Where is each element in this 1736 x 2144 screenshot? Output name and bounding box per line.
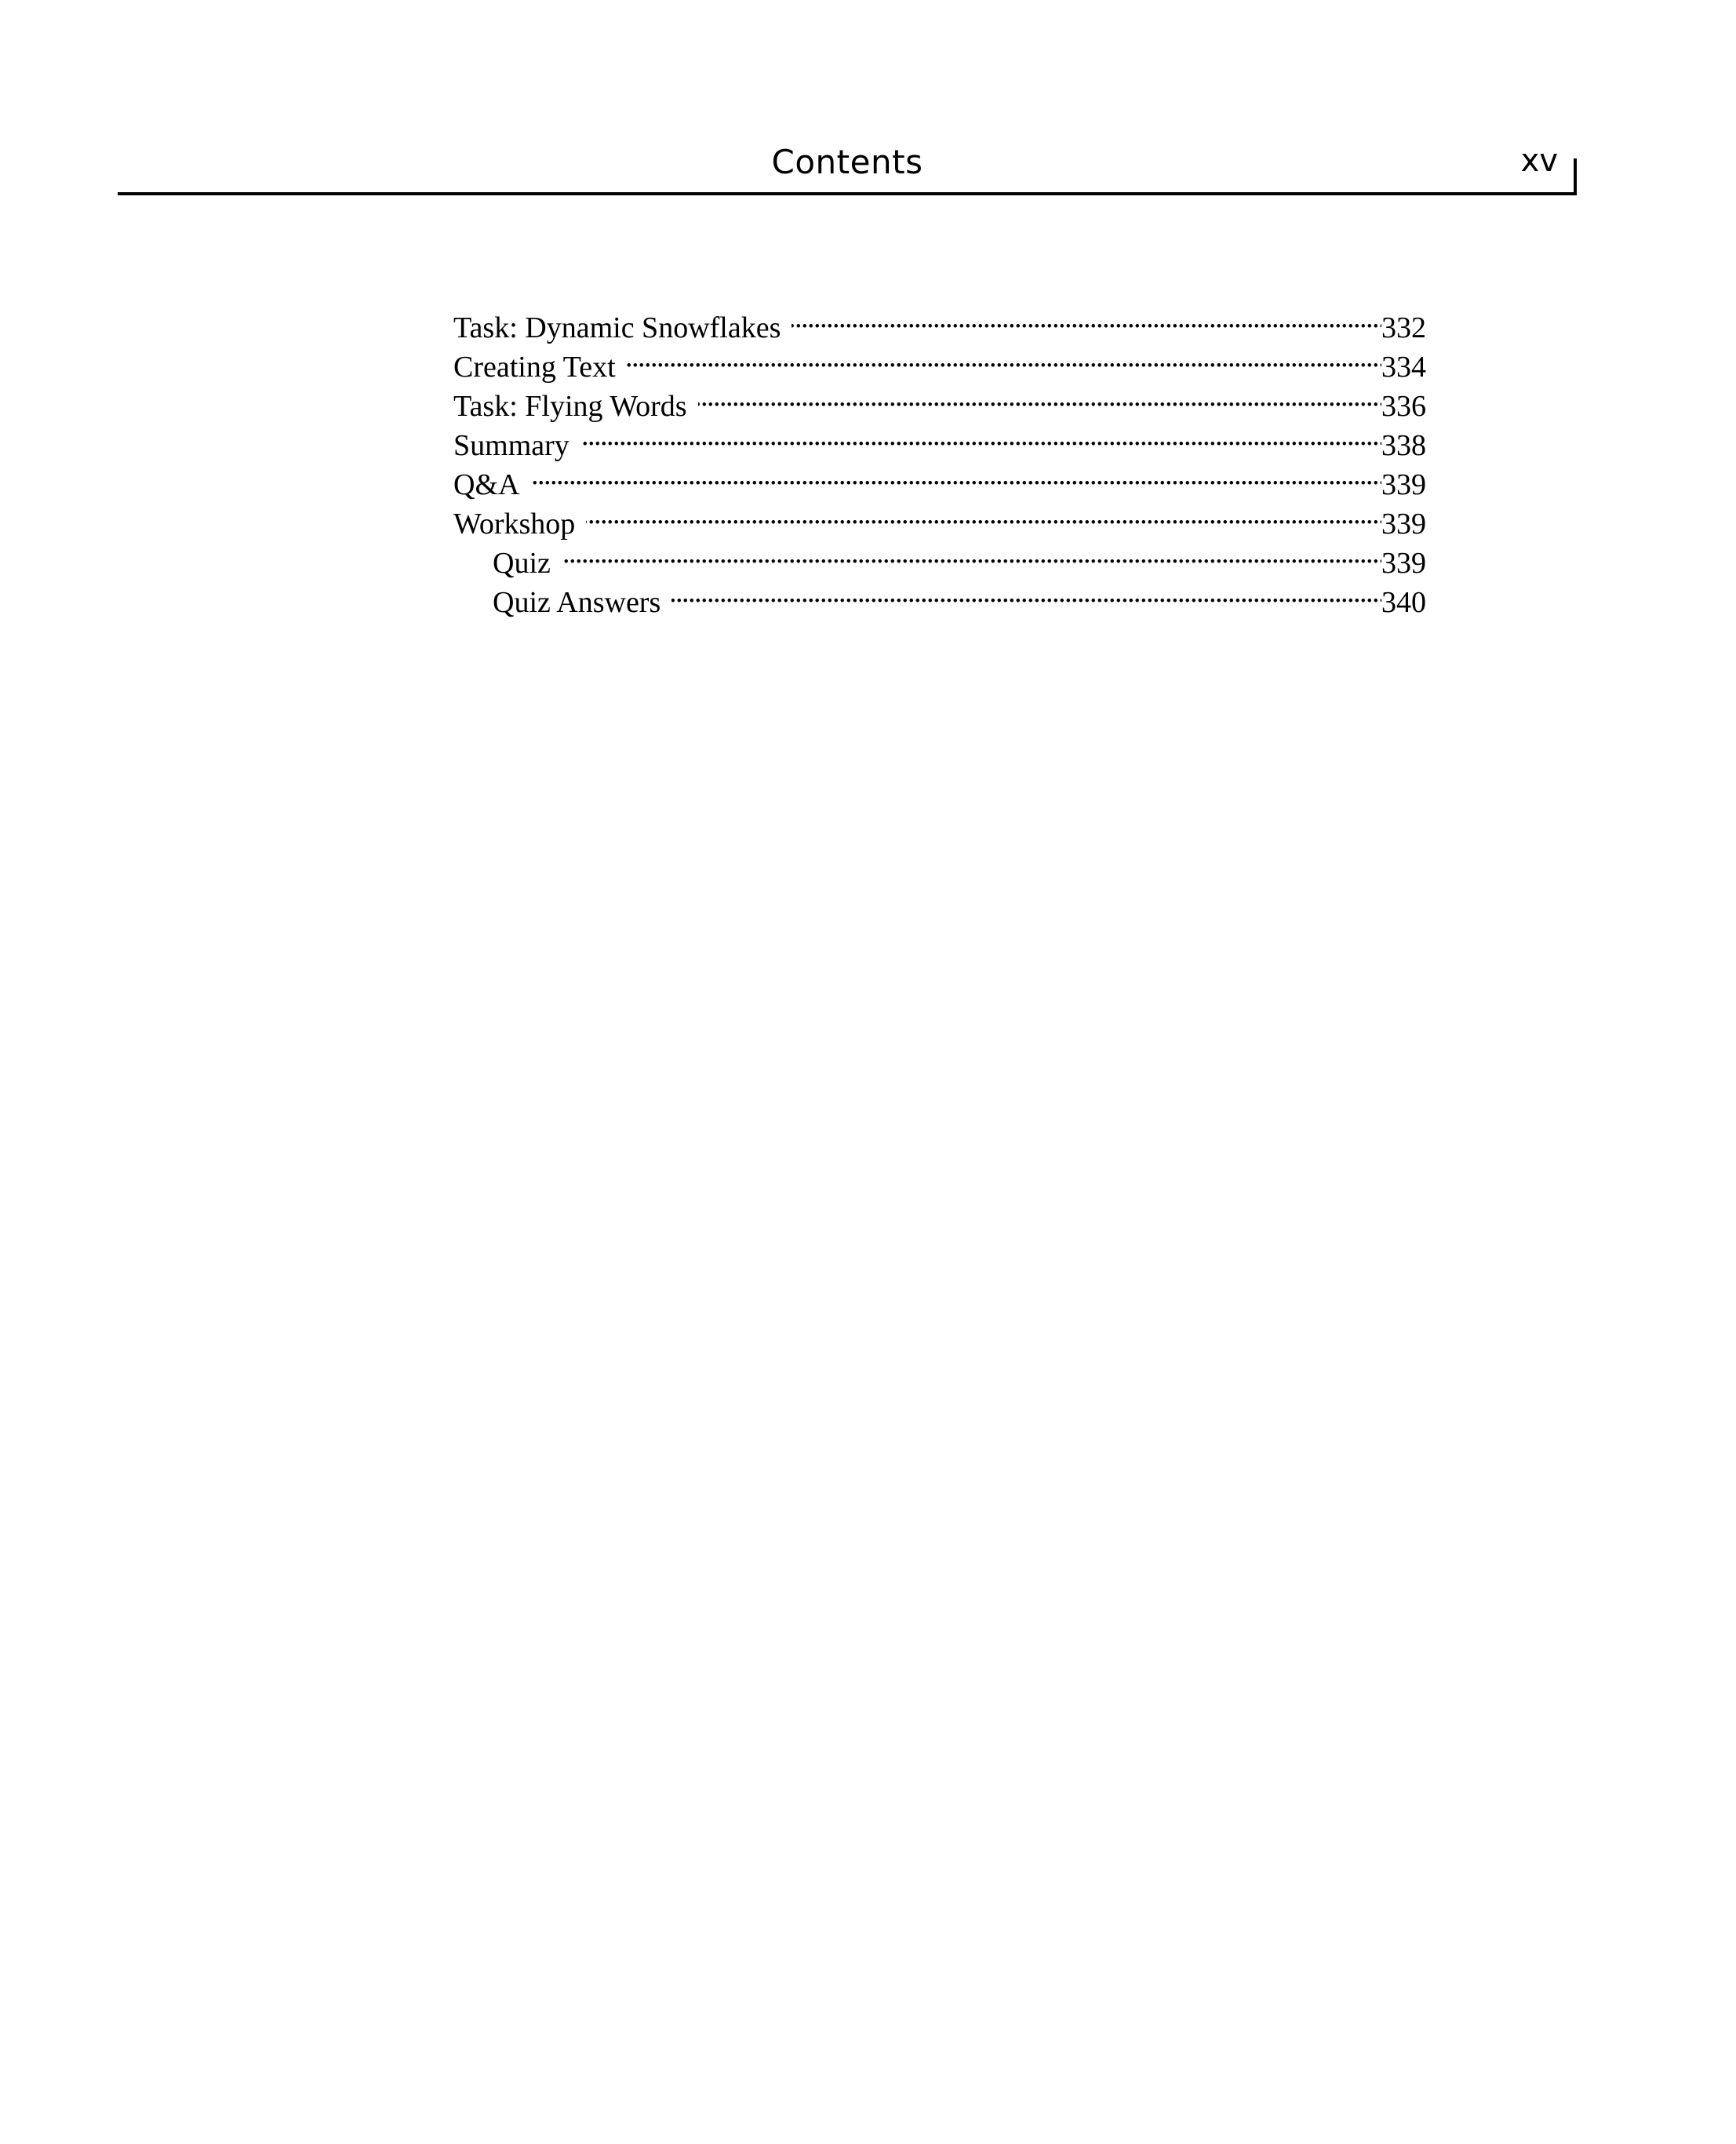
toc-entry[interactable]: [453, 416, 1426, 462]
running-head: [118, 133, 1577, 196]
toc-entry-label: Quiz: [493, 547, 551, 580]
toc-subentry[interactable]: [453, 533, 1426, 580]
toc-subentry[interactable]: [453, 573, 1426, 619]
header-corner-tick: [1574, 158, 1577, 195]
header-rule: [118, 192, 1577, 195]
toc-entry-page: 332: [1381, 311, 1426, 344]
toc-entry-page: 339: [1381, 468, 1426, 501]
table-of-contents: [453, 298, 1426, 619]
toc-entry-page: 340: [1381, 586, 1426, 619]
toc-entry-label: Summary: [453, 429, 570, 462]
dot-leader: [530, 455, 1381, 494]
dot-leader: [792, 298, 1381, 337]
toc-entry-label: Q&A: [453, 468, 520, 501]
dot-leader: [580, 416, 1381, 455]
running-head-page-number: xv: [1520, 143, 1558, 179]
toc-entry-page: 334: [1381, 351, 1426, 384]
toc-entry-label: Workshop: [453, 508, 576, 541]
dot-leader: [562, 533, 1381, 573]
dot-leader: [671, 573, 1381, 612]
toc-entry-page: 339: [1381, 508, 1426, 541]
dot-leader: [698, 377, 1381, 416]
toc-entry-label: Task: Flying Words: [453, 390, 687, 423]
running-head-title: Contents: [771, 143, 923, 181]
toc-entry[interactable]: [453, 298, 1426, 344]
toc-entry-label: Quiz Answers: [493, 586, 661, 619]
toc-entry-label: Creating Text: [453, 351, 616, 384]
toc-entry[interactable]: [453, 455, 1426, 501]
dot-leader: [627, 337, 1381, 377]
toc-entry-page: 339: [1381, 547, 1426, 580]
toc-entry-page: 338: [1381, 429, 1426, 462]
dot-leader: [586, 494, 1381, 533]
toc-entry-label: Task: Dynamic Snowflakes: [453, 311, 781, 344]
toc-entry-page: 336: [1381, 390, 1426, 423]
toc-entry[interactable]: [453, 494, 1426, 541]
